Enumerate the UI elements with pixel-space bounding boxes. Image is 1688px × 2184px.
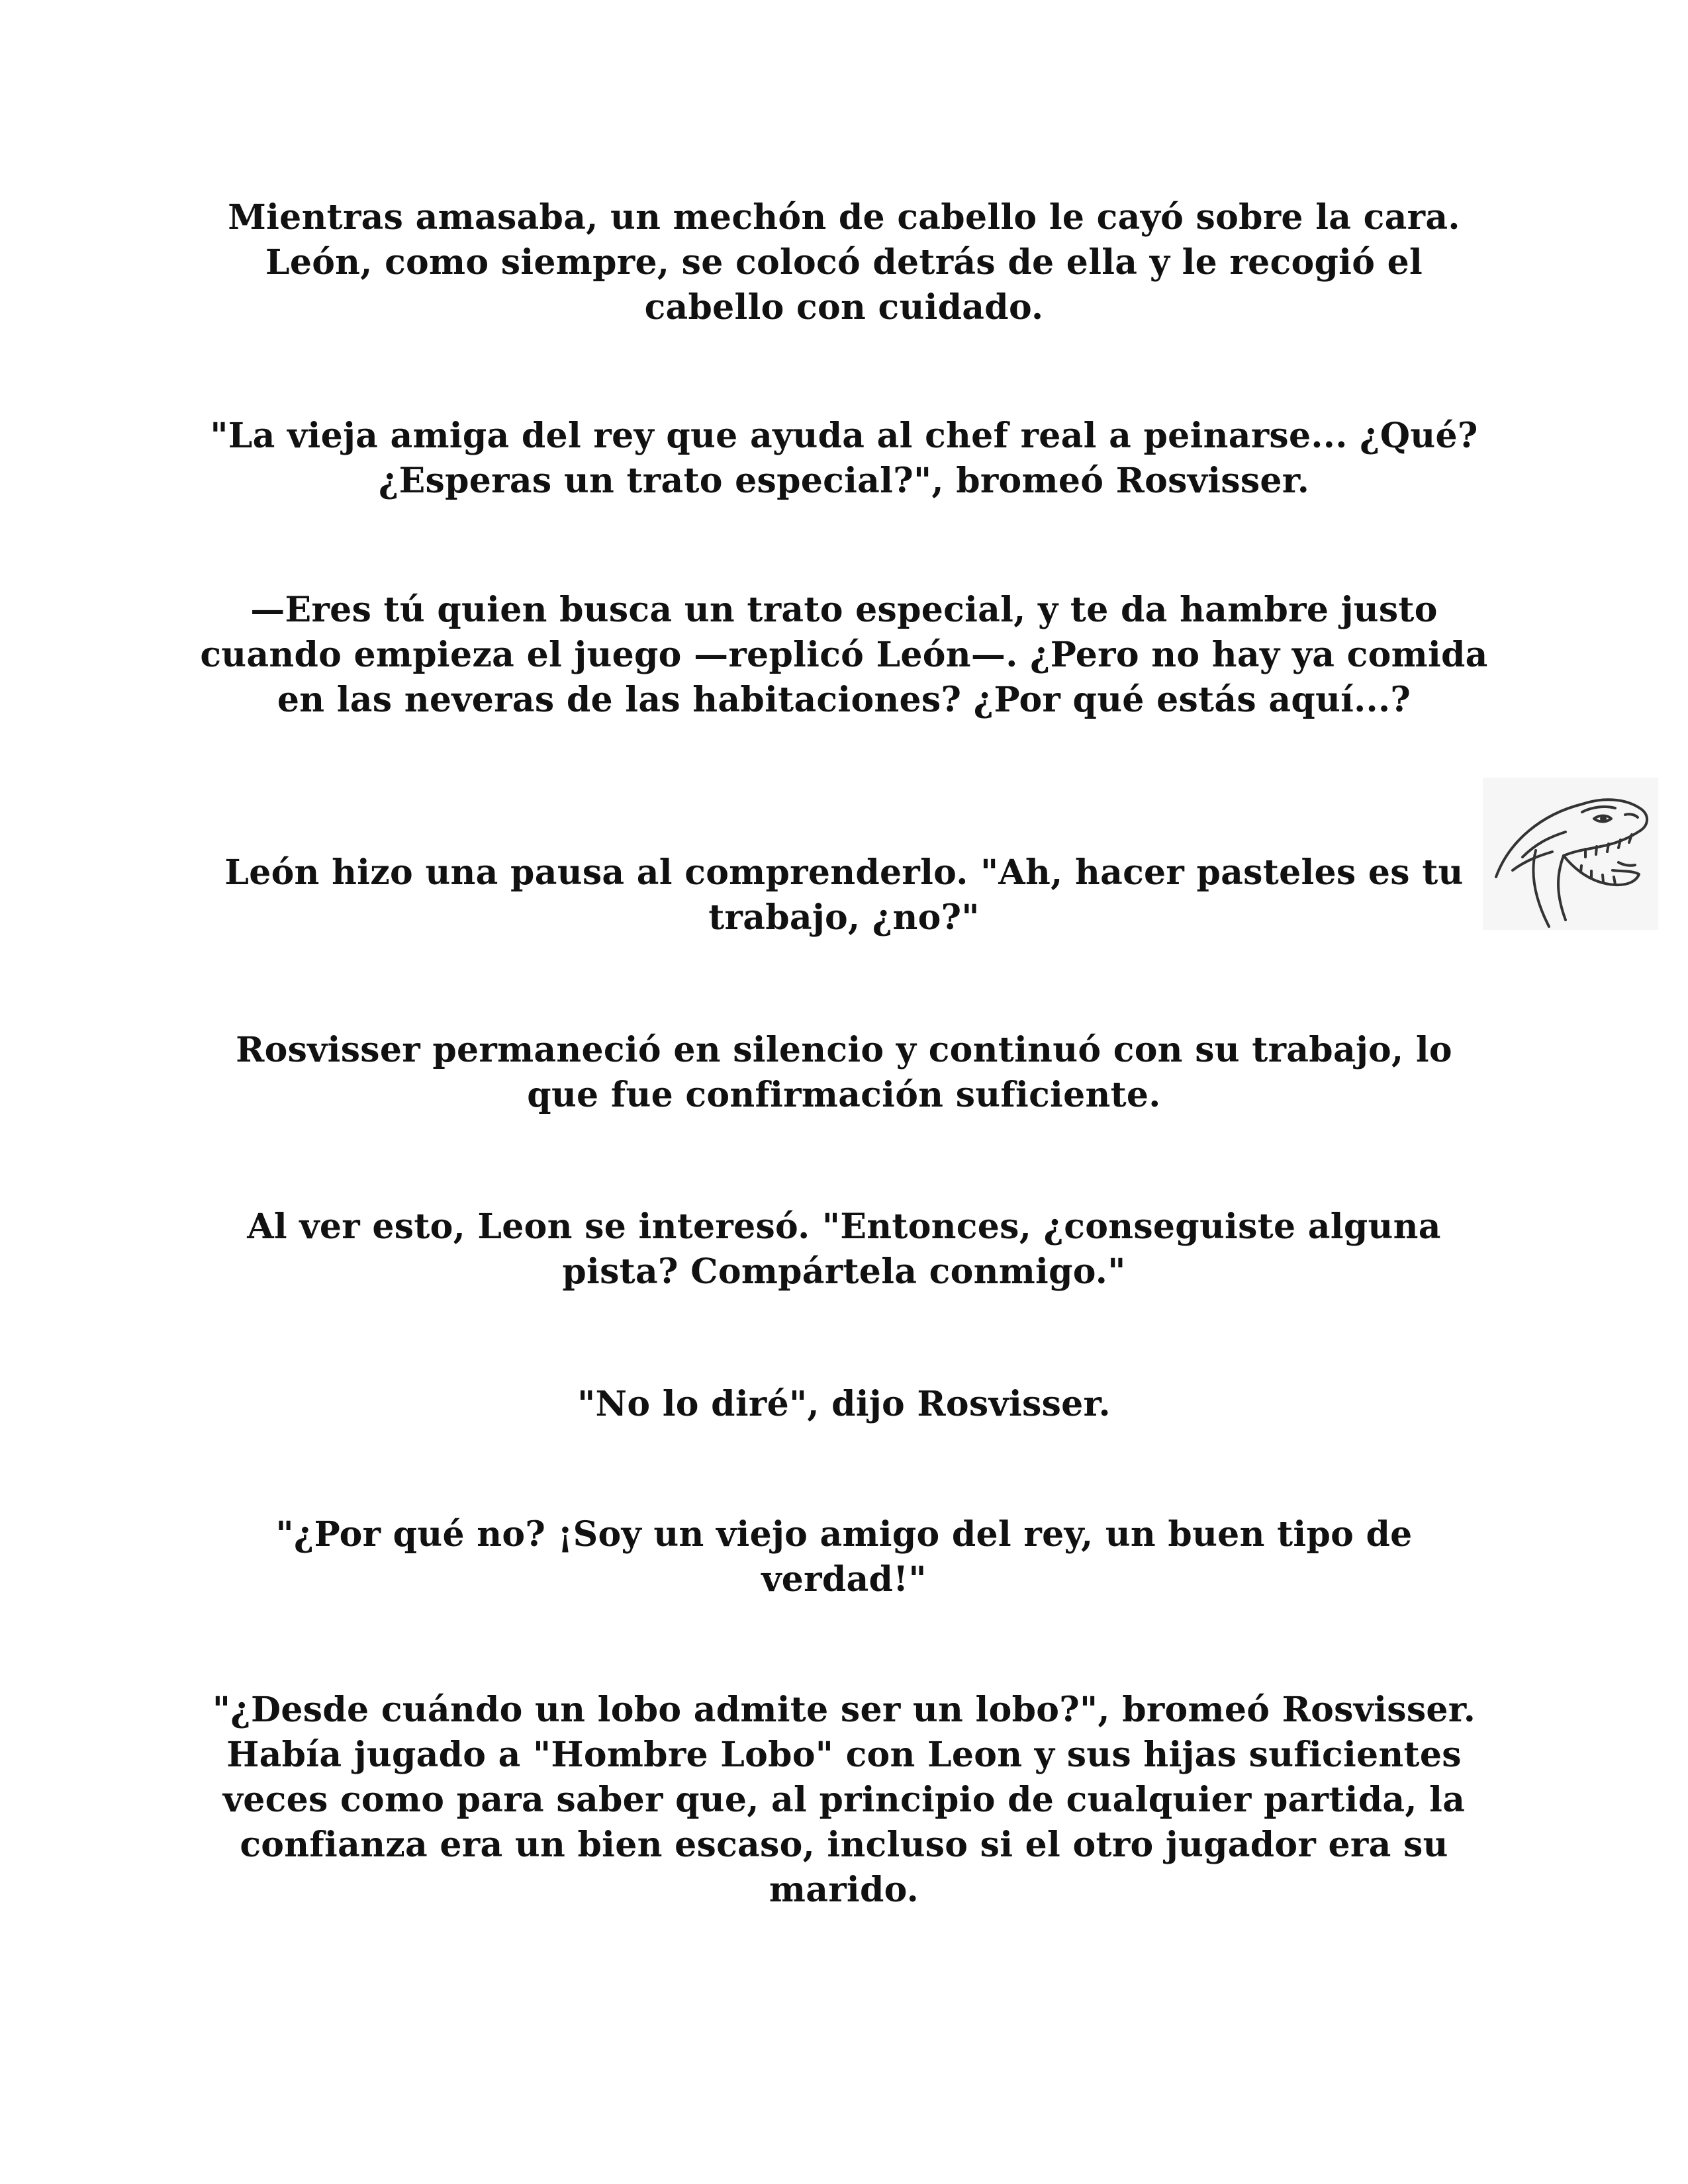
paragraph-1: Mientras amasaba, un mechón de cabello le cayó sobre la cara. León, como siempre, se colocó detrás de ella y le recogió el cabello con cuidado.: [228, 197, 1460, 328]
paragraph-7: "No lo diré", dijo Rosvisser.: [577, 1384, 1111, 1424]
paragraph-9: "¿Desde cuándo un lobo admite ser un lobo?", bromeó Rosvisser. Había jugado a "Hombre Lobo" con Leon y sus hijas suficientes veces como para saber que, al principio de cualquier partida, la confianza era un bien escaso, incluso si el otro jugador era su marido.: [212, 1690, 1476, 1910]
paragraph-3: —Eres tú quien busca un trato especial, y te da hambre justo cuando empieza el juego —replicó León—. ¿Pero no hay ya comida en las neveras de las habitaciones? ¿Por qué estás aquí...?: [200, 590, 1488, 720]
paragraph-5: Rosvisser permaneció en silencio y continuó con su trabajo, lo que fue confirmación suficiente.: [236, 1030, 1452, 1115]
paragraph-6: Al ver esto, Leon se interesó. "Entonces, ¿conseguiste alguna pista? Compártela conmigo.": [247, 1206, 1441, 1292]
dinosaur-head-sketch-icon: [1483, 778, 1658, 930]
paragraph-4: León hizo una pausa al comprenderlo. "Ah, hacer pasteles es tu trabajo, ¿no?": [224, 852, 1464, 938]
paragraph-2: "La vieja amiga del rey que ayuda al chef real a peinarse... ¿Qué? ¿Esperas un trato especial?", bromeó Rosvisser.: [210, 416, 1478, 501]
paragraph-8: "¿Por qué no? ¡Soy un viejo amigo del rey, un buen tipo de verdad!": [275, 1514, 1413, 1600]
